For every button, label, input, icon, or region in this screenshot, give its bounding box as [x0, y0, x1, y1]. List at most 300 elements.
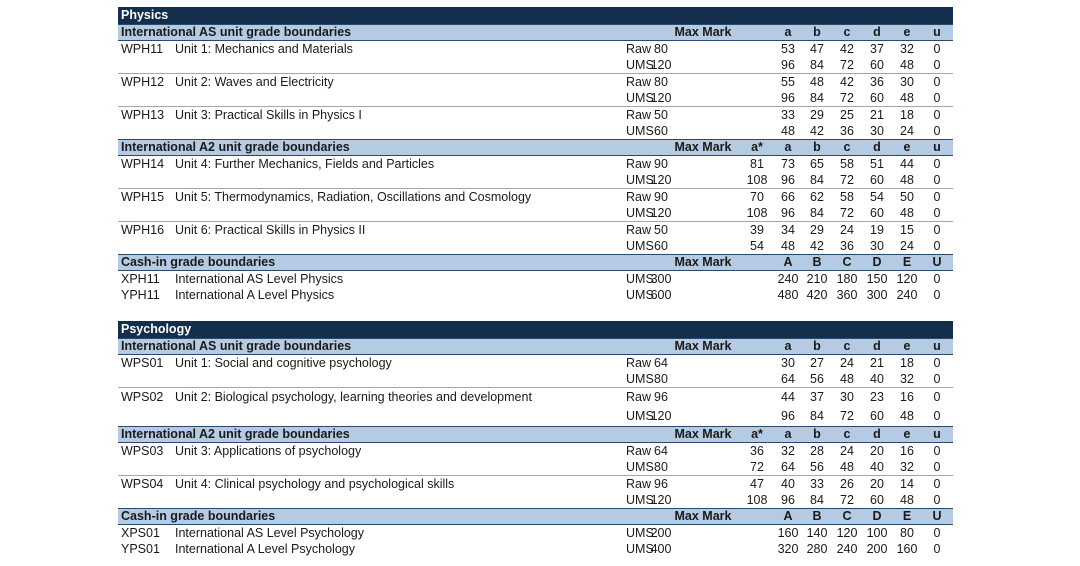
grade-cell: 42 [840, 42, 854, 56]
unit-row [118, 355, 953, 371]
grade-cell: 0 [933, 356, 941, 370]
table-header [118, 338, 953, 355]
row-max-mark: 96 [654, 477, 668, 491]
unit-block [118, 443, 953, 476]
unit-row [118, 107, 953, 123]
header-grade: d [873, 339, 881, 353]
grade-cell: 48 [840, 372, 854, 386]
header-grade: D [872, 255, 882, 269]
grade-cell: 84 [810, 58, 824, 72]
row-max-mark: 200 [650, 526, 672, 540]
grade-cell: 96 [781, 58, 795, 72]
section-title: Psychology [118, 321, 953, 338]
grade-cell: 51 [870, 157, 884, 171]
unit-title: Unit 2: Waves and Electricity [175, 75, 334, 89]
unit-row [118, 492, 953, 508]
grade-cell: 21 [870, 356, 884, 370]
unit-row [118, 238, 953, 254]
header-title: International AS unit grade boundaries [121, 339, 352, 353]
grade-cell: 33 [810, 477, 824, 491]
grade-cell: 0 [933, 206, 941, 220]
unit-code: WPS03 [121, 444, 164, 458]
row-max-mark: 120 [650, 173, 672, 187]
row-type: UMS [626, 124, 654, 138]
header-grade: b [813, 140, 821, 154]
grade-cell: 60 [870, 493, 884, 507]
qualification-title: International A Level Physics [175, 288, 335, 302]
row-a-star: 108 [746, 493, 768, 507]
row-type: Raw [626, 75, 652, 89]
row-type: Raw [626, 42, 652, 56]
qualification-code: XPS01 [121, 526, 160, 540]
unit-row [118, 57, 953, 73]
header-grade: a [784, 427, 792, 441]
grade-cell: 36 [870, 75, 884, 89]
grade-cell: 0 [933, 157, 941, 171]
grade-cell: 37 [810, 390, 824, 404]
grade-cell: 60 [870, 58, 884, 72]
grade-cell: 160 [777, 526, 799, 540]
grade-cell: 30 [870, 239, 884, 253]
grade-cell: 34 [781, 223, 795, 237]
header-grade: b [813, 339, 821, 353]
header-grade: c [843, 427, 851, 441]
header-a-star: a* [751, 140, 763, 154]
grade-cell: 40 [870, 460, 884, 474]
row-type: Raw [626, 356, 652, 370]
table-header [118, 139, 953, 156]
grade-cell: 0 [933, 223, 941, 237]
grade-cell: 47 [810, 42, 824, 56]
row-a-star: 72 [750, 460, 764, 474]
grade-cell: 56 [810, 460, 824, 474]
table-header [118, 426, 953, 443]
section-physics [118, 7, 953, 303]
unit-block [118, 156, 953, 189]
qualification-code: YPS01 [121, 542, 160, 556]
unit-code: WPH15 [121, 190, 165, 204]
header-grade: e [903, 25, 911, 39]
header-max-mark: Max Mark [674, 509, 732, 523]
qualification-title: International AS Level Psychology [175, 526, 365, 540]
header-grade: B [812, 255, 822, 269]
unit-title: Unit 1: Mechanics and Materials [175, 42, 353, 56]
grade-cell: 0 [933, 477, 941, 491]
grade-cell: 32 [900, 460, 914, 474]
grade-cell: 96 [781, 206, 795, 220]
header-a-star: a* [751, 427, 763, 441]
grade-cell: 30 [781, 356, 795, 370]
grade-cell: 30 [870, 124, 884, 138]
grade-cell: 0 [933, 460, 941, 474]
header-grade: E [902, 509, 912, 523]
grade-cell: 29 [810, 223, 824, 237]
unit-block [118, 388, 953, 426]
header-grade: C [842, 509, 852, 523]
header-grade: b [813, 427, 821, 441]
grade-cell: 360 [836, 288, 858, 302]
row-type: UMS [626, 288, 654, 302]
grade-cell: 48 [840, 460, 854, 474]
section-gap [118, 303, 953, 321]
unit-code: WPH12 [121, 75, 165, 89]
grade-cell: 42 [810, 239, 824, 253]
row-type: Raw [626, 390, 652, 404]
unit-title: Unit 3: Practical Skills in Physics I [175, 108, 362, 122]
header-grade: c [843, 25, 851, 39]
row-max-mark: 90 [654, 190, 668, 204]
row-max-mark: 300 [650, 272, 672, 286]
grade-cell: 53 [781, 42, 795, 56]
grade-cell: 200 [866, 542, 888, 556]
row-type: Raw [626, 190, 652, 204]
row-a-star: 39 [750, 223, 764, 237]
unit-block [118, 476, 953, 508]
grade-cell: 72 [840, 173, 854, 187]
grade-cell: 120 [896, 272, 918, 286]
row-a-star: 81 [750, 157, 764, 171]
row-max-mark: 60 [654, 239, 668, 253]
row-a-star: 47 [750, 477, 764, 491]
grade-cell: 180 [836, 272, 858, 286]
grade-cell: 0 [933, 444, 941, 458]
grade-cell: 27 [810, 356, 824, 370]
row-max-mark: 400 [650, 542, 672, 556]
header-grade: u [933, 339, 941, 353]
grade-cell: 36 [840, 239, 854, 253]
grade-cell: 32 [781, 444, 795, 458]
unit-block [118, 74, 953, 107]
grade-cell: 0 [933, 372, 941, 386]
grade-cell: 240 [836, 542, 858, 556]
grade-cell: 33 [781, 108, 795, 122]
grade-cell: 48 [781, 124, 795, 138]
row-type: Raw [626, 444, 652, 458]
grade-cell: 72 [840, 91, 854, 105]
header-grade: D [872, 509, 882, 523]
row-a-star: 36 [750, 444, 764, 458]
row-max-mark: 80 [654, 372, 668, 386]
unit-block [118, 222, 953, 254]
header-grade: u [933, 25, 941, 39]
row-max-mark: 120 [650, 409, 672, 423]
grade-cell: 0 [933, 75, 941, 89]
unit-row [118, 459, 953, 475]
header-title: International A2 unit grade boundaries [121, 427, 350, 441]
row-a-star: 108 [746, 173, 768, 187]
unit-row [118, 443, 953, 459]
grade-cell: 0 [933, 124, 941, 138]
cash-in-row [118, 525, 953, 541]
unit-row [118, 123, 953, 139]
unit-code: WPH13 [121, 108, 165, 122]
unit-block [118, 355, 953, 388]
grade-cell: 0 [933, 239, 941, 253]
grade-cell: 80 [900, 526, 914, 540]
row-type: UMS [626, 272, 654, 286]
grade-cell: 65 [810, 157, 824, 171]
unit-code: WPS02 [121, 390, 164, 404]
unit-block [118, 41, 953, 74]
grade-cell: 48 [900, 206, 914, 220]
header-grade: e [903, 339, 911, 353]
grade-cell: 60 [870, 173, 884, 187]
grade-cell: 240 [896, 288, 918, 302]
grade-cell: 28 [810, 444, 824, 458]
row-a-star: 54 [750, 239, 764, 253]
cash-in-row [118, 271, 953, 287]
row-type: Raw [626, 157, 652, 171]
unit-title: Unit 3: Applications of psychology [175, 444, 362, 458]
grade-cell: 48 [900, 173, 914, 187]
grade-cell: 24 [900, 239, 914, 253]
row-type: UMS [626, 372, 654, 386]
unit-block [118, 189, 953, 222]
unit-code: WPS01 [121, 356, 164, 370]
grade-cell: 24 [900, 124, 914, 138]
grade-cell: 16 [900, 390, 914, 404]
grade-cell: 73 [781, 157, 795, 171]
unit-row [118, 205, 953, 221]
header-grade: U [932, 255, 942, 269]
grade-cell: 0 [933, 542, 941, 556]
row-type: UMS [626, 239, 654, 253]
row-max-mark: 96 [654, 390, 668, 404]
row-max-mark: 90 [654, 157, 668, 171]
section-title: Physics [118, 7, 953, 24]
unit-code: WPH16 [121, 223, 165, 237]
header-grade: b [813, 25, 821, 39]
grade-cell: 25 [840, 108, 854, 122]
grade-cell: 0 [933, 173, 941, 187]
section-psychology [118, 321, 953, 557]
grade-cell: 210 [806, 272, 828, 286]
grade-cell: 72 [840, 206, 854, 220]
grade-cell: 0 [933, 190, 941, 204]
header-grade: e [903, 140, 911, 154]
row-max-mark: 80 [654, 460, 668, 474]
unit-block [118, 107, 953, 139]
grade-cell: 140 [806, 526, 828, 540]
unit-row [118, 189, 953, 205]
grade-cell: 0 [933, 526, 941, 540]
grade-cell: 420 [806, 288, 828, 302]
unit-row [118, 476, 953, 492]
grade-cell: 36 [840, 124, 854, 138]
header-max-mark: Max Mark [674, 427, 732, 441]
grade-cell: 84 [810, 409, 824, 423]
grade-cell: 44 [900, 157, 914, 171]
grade-cell: 480 [777, 288, 799, 302]
grade-cell: 72 [840, 409, 854, 423]
grade-cell: 48 [781, 239, 795, 253]
row-type: UMS [626, 206, 654, 220]
unit-title: Unit 5: Thermodynamics, Radiation, Oscillations and Cosmology [175, 190, 532, 204]
unit-row [118, 90, 953, 106]
unit-row [118, 156, 953, 172]
unit-title: Unit 4: Clinical psychology and psychological skills [175, 477, 455, 491]
cash-in-row [118, 541, 953, 557]
header-title: International AS unit grade boundaries [121, 25, 352, 39]
cash-in-block [118, 271, 953, 303]
grade-cell: 24 [840, 444, 854, 458]
grade-cell: 21 [870, 108, 884, 122]
grade-cell: 16 [900, 444, 914, 458]
qualification-code: XPH11 [121, 272, 160, 286]
grade-cell: 96 [781, 91, 795, 105]
grade-cell: 48 [900, 493, 914, 507]
row-type: Raw [626, 108, 652, 122]
grade-cell: 100 [866, 526, 888, 540]
header-grade: a [784, 140, 792, 154]
row-max-mark: 80 [654, 42, 668, 56]
header-grade: c [843, 339, 851, 353]
row-type: UMS [626, 91, 654, 105]
row-max-mark: 120 [650, 58, 672, 72]
header-title: International A2 unit grade boundaries [121, 140, 350, 154]
grade-cell: 50 [900, 190, 914, 204]
row-type: UMS [626, 173, 654, 187]
grade-cell: 18 [900, 108, 914, 122]
grade-cell: 23 [870, 390, 884, 404]
row-type: UMS [626, 526, 654, 540]
grade-cell: 58 [840, 157, 854, 171]
grade-cell: 48 [900, 409, 914, 423]
grade-cell: 24 [840, 356, 854, 370]
grade-cell: 48 [900, 58, 914, 72]
grade-boundaries-sheet [118, 7, 953, 557]
header-grade: a [784, 339, 792, 353]
unit-title: Unit 1: Social and cognitive psychology [175, 356, 392, 370]
header-grade: A [783, 255, 793, 269]
row-max-mark: 64 [654, 444, 668, 458]
unit-row [118, 371, 953, 387]
row-type: UMS [626, 460, 654, 474]
grade-cell: 48 [810, 75, 824, 89]
grade-cell: 64 [781, 372, 795, 386]
grade-cell: 84 [810, 91, 824, 105]
row-a-star: 108 [746, 206, 768, 220]
header-max-mark: Max Mark [674, 25, 732, 39]
table-header [118, 254, 953, 271]
header-grade: C [842, 255, 852, 269]
grade-cell: 0 [933, 42, 941, 56]
header-grade: d [873, 25, 881, 39]
unit-title: Unit 6: Practical Skills in Physics II [175, 223, 366, 237]
grade-cell: 0 [933, 288, 941, 302]
grade-cell: 42 [810, 124, 824, 138]
grade-cell: 72 [840, 493, 854, 507]
row-max-mark: 50 [654, 223, 668, 237]
unit-row [118, 74, 953, 90]
grade-cell: 0 [933, 58, 941, 72]
grade-cell: 42 [840, 75, 854, 89]
grade-cell: 62 [810, 190, 824, 204]
row-type: Raw [626, 223, 652, 237]
header-grade: c [843, 140, 851, 154]
header-grade: B [812, 509, 822, 523]
grade-cell: 32 [900, 372, 914, 386]
grade-cell: 48 [900, 91, 914, 105]
header-grade: U [932, 509, 942, 523]
grade-cell: 0 [933, 493, 941, 507]
grade-cell: 29 [810, 108, 824, 122]
header-grade: a [784, 25, 792, 39]
header-title: Cash-in grade boundaries [121, 509, 276, 523]
grade-cell: 44 [781, 390, 795, 404]
grade-cell: 60 [870, 206, 884, 220]
unit-title: Unit 2: Biological psychology, learning theories and development [175, 390, 532, 404]
grade-cell: 160 [896, 542, 918, 556]
grade-cell: 30 [840, 390, 854, 404]
qualification-code: YPH11 [121, 288, 160, 302]
grade-cell: 64 [781, 460, 795, 474]
grade-cell: 72 [840, 58, 854, 72]
row-max-mark: 600 [650, 288, 672, 302]
grade-cell: 40 [781, 477, 795, 491]
header-max-mark: Max Mark [674, 255, 732, 269]
row-a-star: 70 [750, 190, 764, 204]
grade-cell: 20 [870, 444, 884, 458]
row-max-mark: 50 [654, 108, 668, 122]
table-header [118, 24, 953, 41]
unit-row [118, 172, 953, 188]
grade-cell: 0 [933, 272, 941, 286]
grade-cell: 32 [900, 42, 914, 56]
row-max-mark: 120 [650, 206, 672, 220]
grade-cell: 56 [810, 372, 824, 386]
grade-cell: 96 [781, 173, 795, 187]
qualification-title: International AS Level Physics [175, 272, 344, 286]
row-type: UMS [626, 493, 654, 507]
grade-cell: 120 [836, 526, 858, 540]
unit-code: WPS04 [121, 477, 164, 491]
cash-in-block [118, 525, 953, 557]
row-max-mark: 60 [654, 124, 668, 138]
header-grade: d [873, 427, 881, 441]
grade-cell: 240 [777, 272, 799, 286]
qualification-title: International A Level Psychology [175, 542, 355, 556]
grade-cell: 280 [806, 542, 828, 556]
grade-cell: 26 [840, 477, 854, 491]
grade-cell: 84 [810, 206, 824, 220]
unit-row [118, 388, 953, 407]
grade-cell: 84 [810, 493, 824, 507]
header-grade: u [933, 427, 941, 441]
header-grade: e [903, 427, 911, 441]
grade-cell: 20 [870, 477, 884, 491]
row-max-mark: 120 [650, 493, 672, 507]
grade-cell: 60 [870, 91, 884, 105]
header-grade: u [933, 140, 941, 154]
grade-cell: 84 [810, 173, 824, 187]
row-type: UMS [626, 58, 654, 72]
grade-cell: 15 [900, 223, 914, 237]
grade-cell: 66 [781, 190, 795, 204]
unit-row [118, 222, 953, 238]
row-max-mark: 64 [654, 356, 668, 370]
grade-cell: 19 [870, 223, 884, 237]
grade-cell: 96 [781, 409, 795, 423]
grade-cell: 0 [933, 409, 941, 423]
unit-code: WPH11 [121, 42, 164, 56]
header-grade: E [902, 255, 912, 269]
grade-cell: 60 [870, 409, 884, 423]
grade-cell: 150 [866, 272, 888, 286]
table-header [118, 508, 953, 525]
grade-cell: 24 [840, 223, 854, 237]
row-type: UMS [626, 409, 654, 423]
